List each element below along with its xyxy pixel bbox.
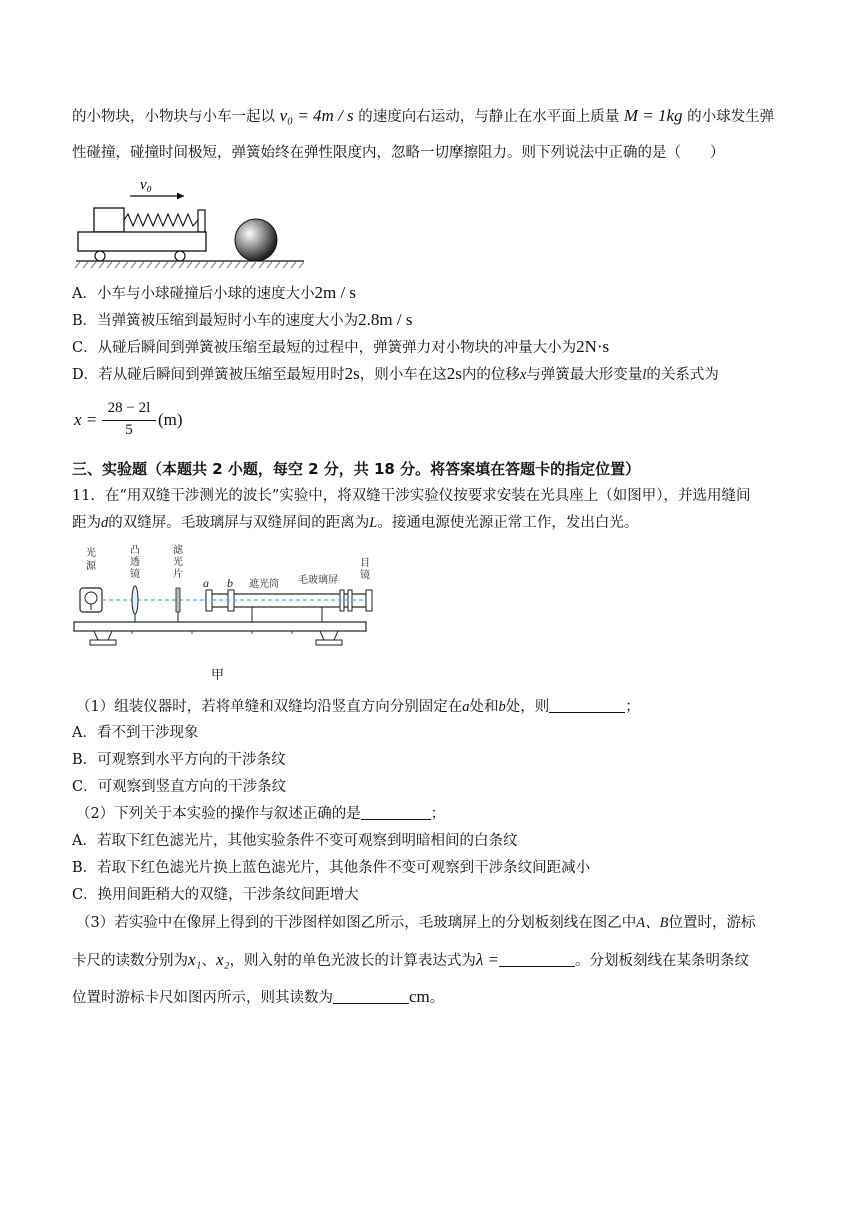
lambda: λ = — [475, 950, 500, 969]
formula-unit: (m) — [158, 410, 183, 429]
part2-option-b: B．若取下红色滤光片换上蓝色滤光片，其他条件不变可观察到干涉条纹间距减小 — [72, 860, 591, 876]
cart-ball-figure — [72, 172, 312, 272]
part1-option-a: A．看不到干涉现象 — [72, 725, 199, 741]
var-d: d — [101, 515, 109, 531]
value: 2s — [344, 364, 360, 383]
svg-text:光: 光 — [173, 557, 183, 568]
text: 的关系式为 — [646, 367, 719, 383]
text: 处和 — [469, 699, 499, 715]
text: 卡尺的读数分别为 — [72, 953, 188, 969]
text: 。 — [429, 990, 445, 1006]
text: ； — [625, 699, 640, 715]
text: A．小车与小球碰撞后小球的速度大小 — [72, 286, 315, 302]
option-10-b — [72, 310, 412, 331]
velocity-v0: v₀ = 4m / s — [279, 106, 354, 125]
part3-line-1 — [76, 913, 755, 933]
label-light-source-1: 光 — [86, 548, 96, 559]
part1-option-c: C．可观察到竖直方向的干涉条纹 — [72, 779, 287, 795]
text: 、 — [201, 953, 216, 969]
svg-text:片: 片 — [173, 569, 183, 580]
text: ，则小车在这 — [359, 367, 447, 383]
svg-text:目: 目 — [360, 558, 370, 569]
mass-M: M = 1kg — [623, 106, 683, 125]
text: D．若从碰后瞬间到弹簧被压缩至最短用时 — [72, 367, 345, 383]
part1-option-b: B．可观察到水平方向的干涉条纹 — [72, 752, 286, 768]
var-x: x — [519, 367, 527, 383]
text: 的小物块，小物块与小车一起以 — [72, 109, 275, 125]
var-x2: x₂ — [215, 950, 230, 969]
formula-numerator: 28 − 2l — [107, 400, 151, 416]
intro-line-1 — [72, 106, 774, 127]
value: 2.8m / s — [358, 310, 413, 329]
svg-text:镜: 镜 — [130, 569, 140, 580]
unit-cm: cm — [409, 987, 430, 1006]
intro-line-2: 性碰撞，碰撞时间极短，弹簧始终在弹性限度内，忽略一切摩擦阻力。则下列说法中正确的是（ ） — [72, 145, 725, 161]
part3-line-2 — [72, 950, 749, 971]
text: 与弹簧最大形变量 — [526, 367, 643, 383]
var-x1: x₁ — [188, 950, 202, 969]
formula-denominator: 5 — [125, 422, 133, 438]
text: 处，则 — [505, 699, 550, 715]
var-b: b — [498, 699, 506, 715]
part2-option-c: C．换用间距稍大的双缝，干涉条纹间距增大 — [72, 887, 359, 903]
q11-line-1: 11．在“用双缝干涉测光的波长”实验中，将双缝干涉实验仪按要求安装在光具座上（如图甲），并选用缝间 — [72, 488, 751, 504]
option-10-a — [72, 283, 356, 304]
var-AB: A、B — [636, 915, 669, 931]
text: 的双缝屏。毛玻璃屏与双缝屏间的距离为 — [108, 515, 370, 531]
svg-text:凸: 凸 — [130, 545, 140, 556]
answer-blank[interactable] — [499, 951, 575, 967]
text: B．当弹簧被压缩到最短时小车的速度大小为 — [72, 313, 359, 329]
text: ； — [430, 806, 446, 822]
part2-stem — [76, 804, 445, 824]
text: （1）组装仪器时，若将单缝和双缝均沿竖直方向分别固定在 — [76, 699, 463, 715]
label-a: a — [203, 576, 209, 590]
v0-label: v₀ — [140, 177, 152, 193]
svg-text:透: 透 — [130, 557, 140, 568]
label-tube: 遮光筒 — [249, 579, 279, 590]
value: 2N·s — [576, 337, 610, 356]
answer-blank[interactable] — [361, 804, 431, 820]
formula-lhs: x = — [74, 410, 98, 429]
var-l: l — [642, 367, 647, 383]
part1-stem — [76, 697, 640, 717]
text: 。分划板刻线在某条明条纹 — [575, 953, 750, 969]
option-10-c — [72, 337, 609, 358]
text: 。接通电源使光源正常工作，发出白光。 — [377, 515, 639, 531]
text: 距为 — [72, 515, 101, 531]
part2-option-a: A．若取下红色滤光片，其他实验条件不变可观察到明暗相间的白条纹 — [72, 833, 518, 849]
section-heading: 三、实验题（本题共 2 小题，每空 2 分，共 18 分。将答案填在答题卡的指定位置） — [72, 460, 641, 478]
text: 的小球发生弹 — [687, 109, 775, 125]
text: ，则入射的单色光波长的计算表达式为 — [229, 953, 476, 969]
text: 位置时游标卡尺如图丙所示，则其读数为 — [72, 990, 333, 1006]
text: （3）若实验中在像屏上得到的干涉图样如图乙所示，毛玻璃屏上的分划板刻线在图乙中 — [76, 915, 637, 931]
answer-blank[interactable] — [549, 697, 625, 713]
label-screen: 毛玻璃屏 — [298, 575, 338, 586]
svg-text:镜: 镜 — [360, 570, 370, 581]
text: 内的位移 — [461, 367, 520, 383]
value: 2m / s — [314, 283, 357, 302]
text: （2）下列关于本实验的操作与叙述正确的是 — [76, 806, 361, 822]
var-L: L — [369, 515, 378, 531]
optical-bench-figure — [72, 544, 382, 654]
label-b: b — [227, 576, 233, 590]
var-a: a — [462, 699, 470, 715]
answer-blank[interactable] — [333, 988, 409, 1004]
text: 位置时，游标 — [668, 915, 756, 931]
figure-caption: 甲 — [211, 668, 225, 683]
part3-line-3 — [72, 987, 444, 1008]
value: 2s — [446, 364, 462, 383]
text: 的速度向右运动，与静止在水平面上质量 — [358, 109, 620, 125]
option-10-d — [72, 364, 719, 385]
label-light-source-2: 源 — [86, 561, 96, 572]
q11-line-2 — [72, 513, 638, 533]
text: C．从碰后瞬间到弹簧被压缩至最短的过程中，弹簧弹力对小物块的冲量大小为 — [72, 340, 577, 356]
svg-text:滤: 滤 — [173, 545, 183, 556]
